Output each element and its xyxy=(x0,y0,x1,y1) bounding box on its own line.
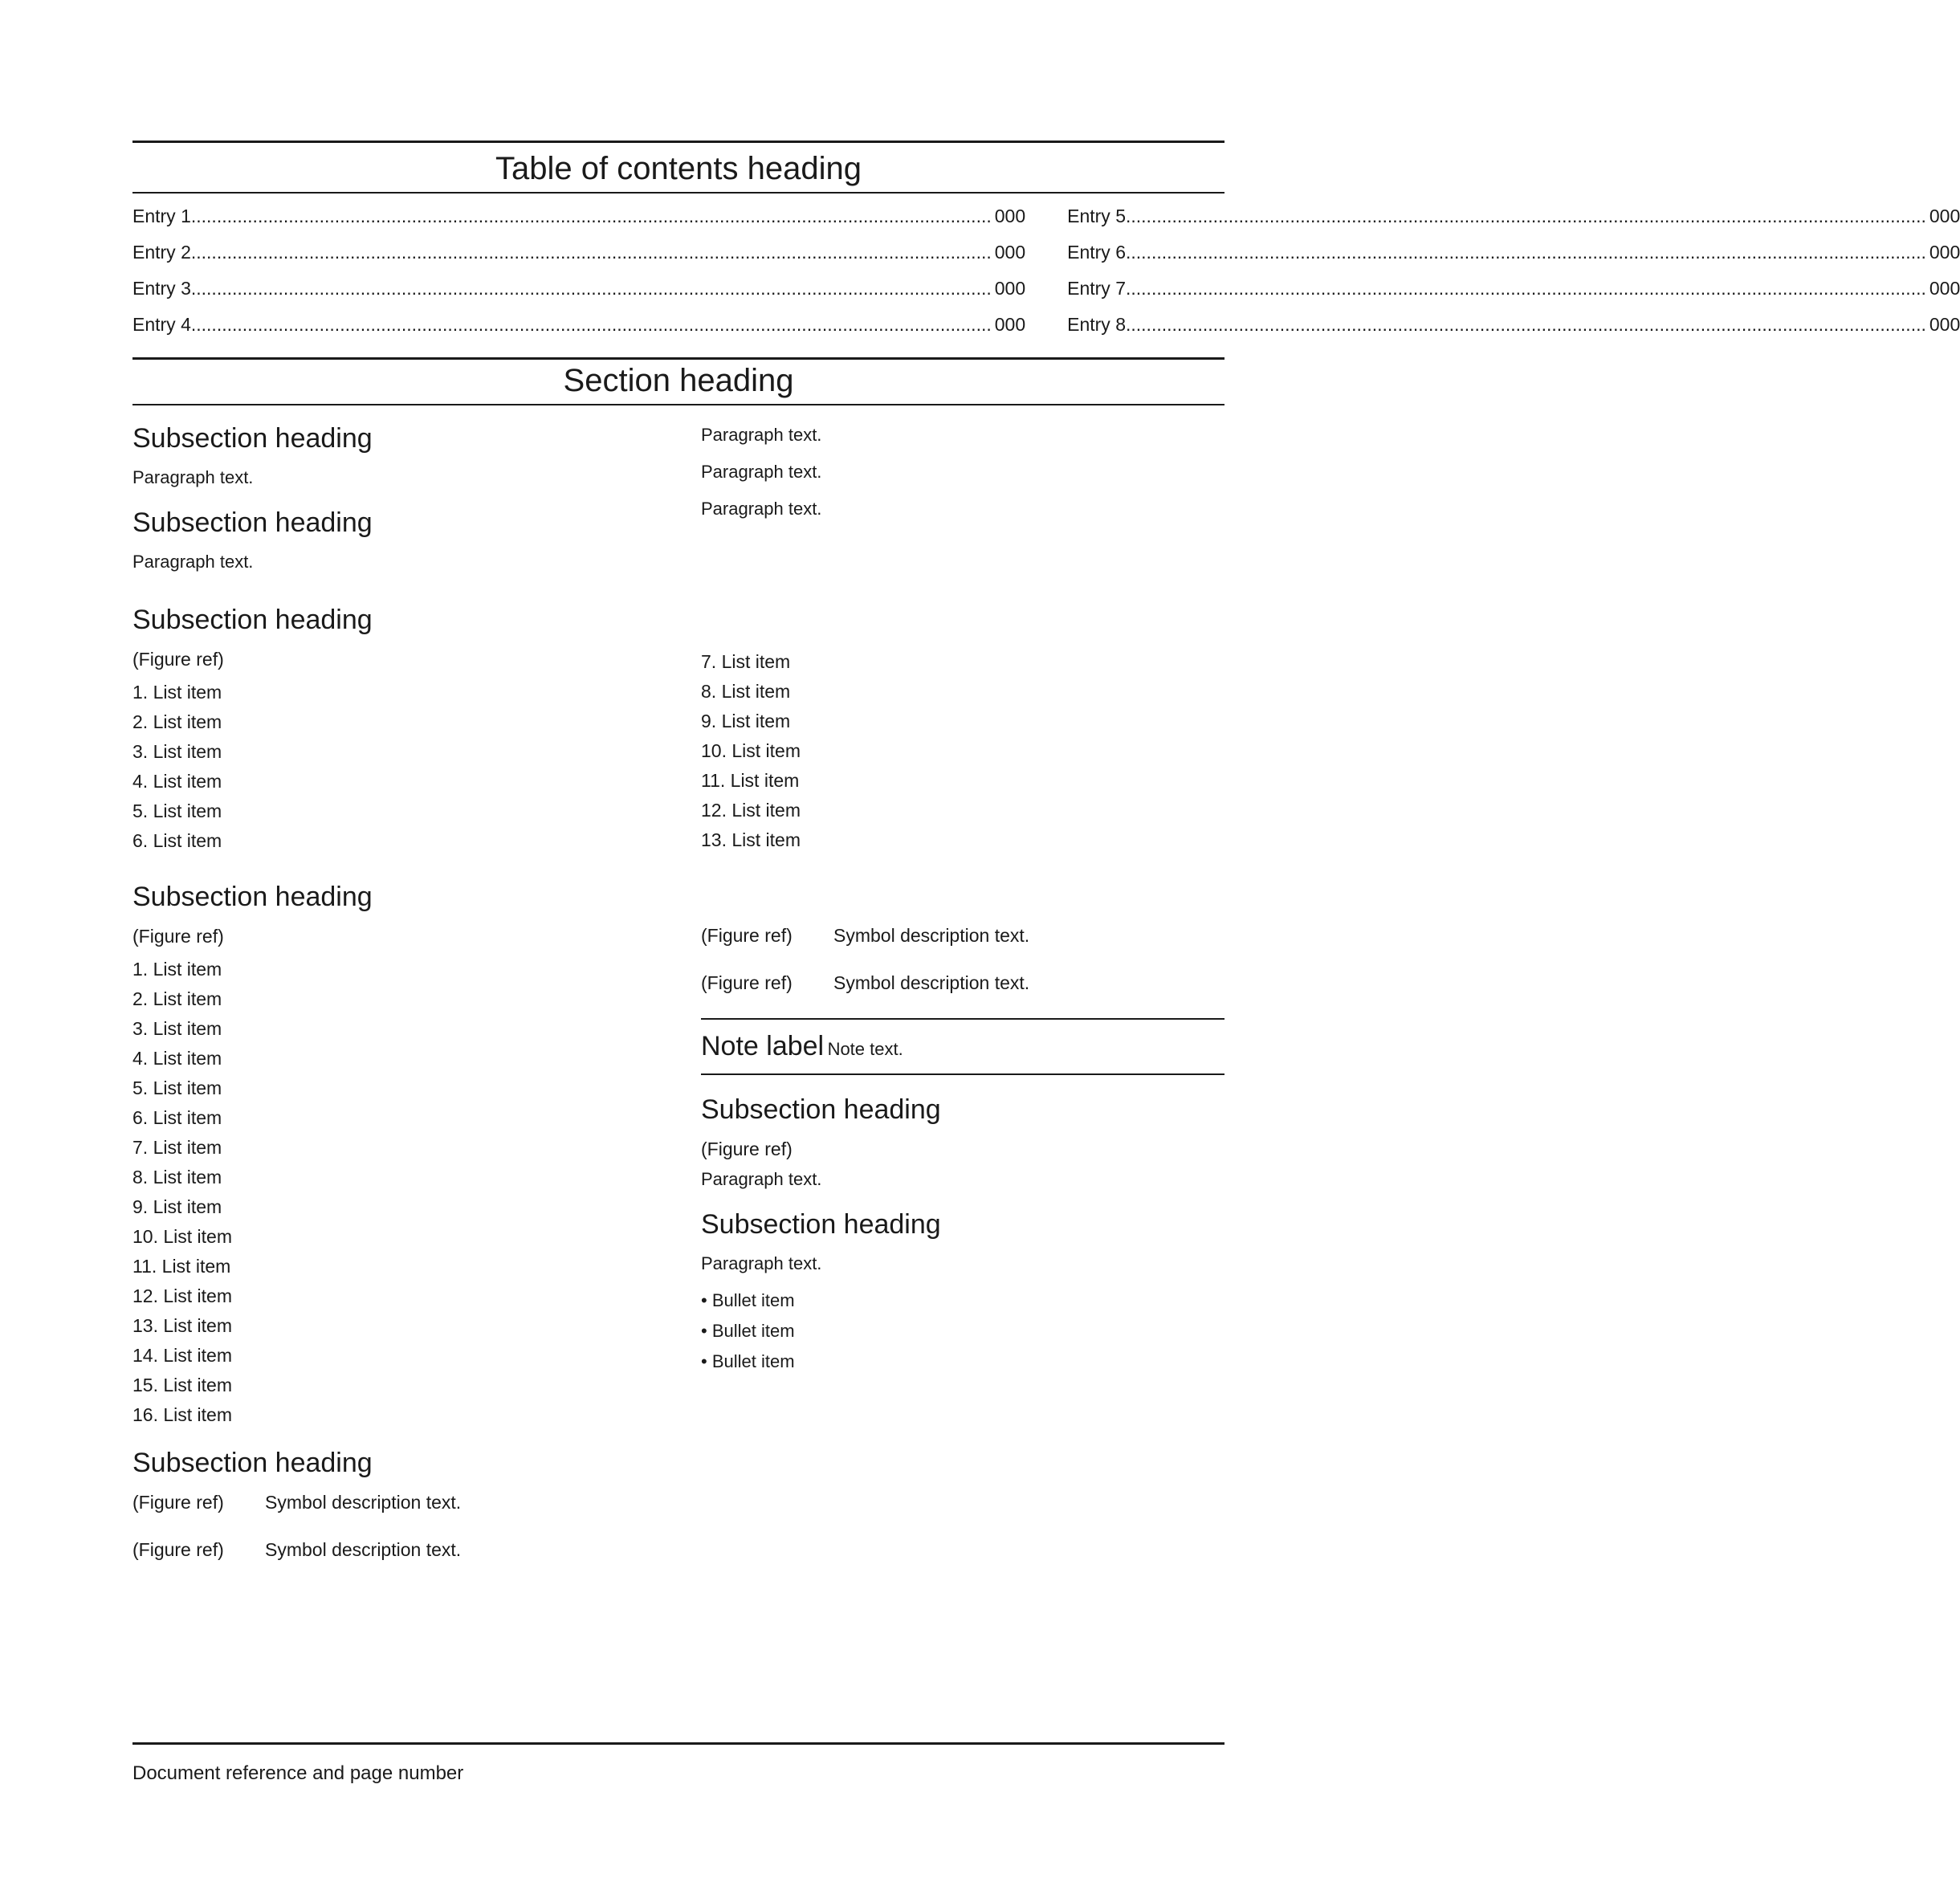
list-item: • Bullet item xyxy=(701,1319,1224,1343)
toc-leader-dots xyxy=(191,234,992,271)
toc-entry-page: 000 xyxy=(1929,206,1960,226)
toc-entry[interactable] xyxy=(132,198,1025,234)
list-item: 6. List item xyxy=(132,830,222,851)
symbols-heading: Subsection heading xyxy=(132,1448,373,1478)
toc-entry-label: Entry 6 xyxy=(1067,242,1126,263)
list-item: 10. List item xyxy=(132,1226,232,1247)
damage-list xyxy=(701,1289,1224,1374)
description-heading: Subsection heading xyxy=(132,423,373,454)
toc-entry-label: Entry 8 xyxy=(1067,314,1126,335)
description-text: Paragraph text. xyxy=(132,467,254,487)
list-item: 3. List item xyxy=(132,1018,222,1039)
toc-entry-page: 000 xyxy=(994,206,1026,226)
toc-title: Table of contents heading xyxy=(495,151,862,186)
symbol-description: Symbol description text. xyxy=(265,1492,462,1513)
list-item: 8. List item xyxy=(701,681,791,702)
note-text: Note text. xyxy=(827,1039,903,1059)
lower-columns xyxy=(132,864,1224,1585)
list-item: 12. List item xyxy=(701,800,801,821)
list-item: 10. List item xyxy=(701,740,801,761)
figure-reference: (Figure ref) xyxy=(132,649,224,670)
toc-entry-label: Entry 3 xyxy=(132,278,191,299)
dust-class-heading: Subsection heading xyxy=(701,1094,941,1125)
toc-leader-dots xyxy=(1126,198,1926,234)
toc-leader-dots xyxy=(191,198,992,234)
figure-reference: (Figure ref) xyxy=(132,926,224,947)
toc-entry[interactable] xyxy=(1067,307,1960,343)
symbol-row xyxy=(132,1490,656,1515)
figure-reference: (Figure ref) xyxy=(132,1492,224,1513)
intro-columns xyxy=(132,405,1224,587)
figure-reference: (Figure ref) xyxy=(701,972,793,993)
toc-leader-dots xyxy=(1126,307,1926,343)
toc-entry[interactable] xyxy=(1067,271,1960,307)
toc-entry[interactable] xyxy=(132,307,1025,343)
list-item: 2. List item xyxy=(132,988,222,1009)
toc-column-right xyxy=(1067,198,1960,343)
usage-heading: Subsection heading xyxy=(132,507,373,538)
list-item: 11. List item xyxy=(701,770,800,791)
list-item: 9. List item xyxy=(701,711,791,731)
damage-intro: Paragraph text. xyxy=(701,1253,822,1273)
toc-entry[interactable] xyxy=(132,271,1025,307)
intro-paragraph: Paragraph text. xyxy=(701,499,822,519)
list-item: 12. List item xyxy=(132,1285,232,1306)
section-title: Section heading xyxy=(563,363,794,398)
symbol-row xyxy=(701,923,1224,948)
toc-entry[interactable] xyxy=(132,234,1025,271)
figure-reference: (Figure ref) xyxy=(701,925,793,946)
toc-leader-dots xyxy=(191,307,992,343)
overview-220-column-left xyxy=(132,647,656,864)
lower-column-right xyxy=(701,864,1224,1585)
list-item: 11. List item xyxy=(132,1256,231,1277)
list-item: • Bullet item xyxy=(701,1289,1224,1313)
symbol-description: Symbol description text. xyxy=(833,925,1030,946)
list-item: 6. List item xyxy=(132,1107,222,1128)
note-box xyxy=(701,1018,1224,1075)
list-item: 3. List item xyxy=(132,741,222,762)
toc-entry-page: 000 xyxy=(994,278,1026,299)
list-item: 15. List item xyxy=(132,1375,232,1395)
overview-220-columns xyxy=(132,647,1224,864)
list-item: 7. List item xyxy=(132,1137,222,1158)
intro-paragraph: Paragraph text. xyxy=(701,462,822,482)
toc-entry-label: Entry 7 xyxy=(1067,278,1126,299)
usage-text: Paragraph text. xyxy=(132,552,254,572)
dust-class-text: Paragraph text. xyxy=(701,1169,822,1189)
figure-reference: (Figure ref) xyxy=(701,1139,793,1159)
figure-reference: (Figure ref) xyxy=(132,1539,224,1560)
toc-entry-page: 000 xyxy=(1929,242,1960,263)
toc-entry-label: Entry 2 xyxy=(132,242,191,263)
list-item: 5. List item xyxy=(132,1078,222,1098)
toc-leader-dots xyxy=(191,271,992,307)
list-item: 1. List item xyxy=(132,682,222,703)
list-item: 13. List item xyxy=(701,829,801,850)
toc-entry-page: 000 xyxy=(1929,314,1960,335)
list-item: 7. List item xyxy=(701,651,791,672)
damage-heading: Subsection heading xyxy=(701,1209,941,1240)
symbol-description: Symbol description text. xyxy=(265,1539,462,1560)
list-item: 16. List item xyxy=(132,1404,232,1425)
toc-entry-label: Entry 5 xyxy=(1067,206,1126,226)
footer-text: Document reference and page number xyxy=(132,1762,464,1784)
list-item: 5. List item xyxy=(132,800,222,821)
toc-leader-dots xyxy=(1126,271,1926,307)
page-footer xyxy=(132,1742,1224,1785)
symbol-row xyxy=(132,1538,656,1562)
list-item: 1. List item xyxy=(132,959,222,980)
overview-220-heading: Subsection heading xyxy=(132,605,373,635)
toc-entry[interactable] xyxy=(1067,198,1960,234)
overview-220-column-right xyxy=(701,647,1224,864)
table-of-contents xyxy=(132,194,1960,357)
list-item: 13. List item xyxy=(132,1315,232,1336)
toc-entry-label: Entry 4 xyxy=(132,314,191,335)
symbol-row xyxy=(701,971,1224,996)
intro-column-right xyxy=(701,405,1224,587)
toc-entry-page: 000 xyxy=(1929,278,1960,299)
manual-page xyxy=(132,141,1960,1585)
list-item: 4. List item xyxy=(132,771,222,792)
overview-325-heading: Subsection heading xyxy=(132,882,373,912)
list-item: 2. List item xyxy=(132,711,222,732)
toc-entry-page: 000 xyxy=(994,242,1026,263)
symbol-description: Symbol description text. xyxy=(833,972,1030,993)
intro-column-left xyxy=(132,405,656,587)
list-item: 8. List item xyxy=(132,1167,222,1187)
list-item: 4. List item xyxy=(132,1048,222,1069)
component-list xyxy=(132,678,656,856)
note-title: Note label xyxy=(701,1031,825,1061)
lower-column-left xyxy=(132,864,656,1585)
toc-leader-dots xyxy=(1126,234,1926,271)
list-item: 9. List item xyxy=(132,1196,222,1217)
intro-paragraph: Paragraph text. xyxy=(701,425,822,445)
toc-column-left xyxy=(132,198,1025,343)
component-list xyxy=(132,955,656,1430)
toc-entry-label: Entry 1 xyxy=(132,206,191,226)
list-item: 14. List item xyxy=(132,1345,232,1366)
list-item: • Bullet item xyxy=(701,1350,1224,1374)
toc-entry[interactable] xyxy=(1067,234,1960,271)
component-list xyxy=(701,647,1224,855)
toc-entry-page: 000 xyxy=(994,314,1026,335)
